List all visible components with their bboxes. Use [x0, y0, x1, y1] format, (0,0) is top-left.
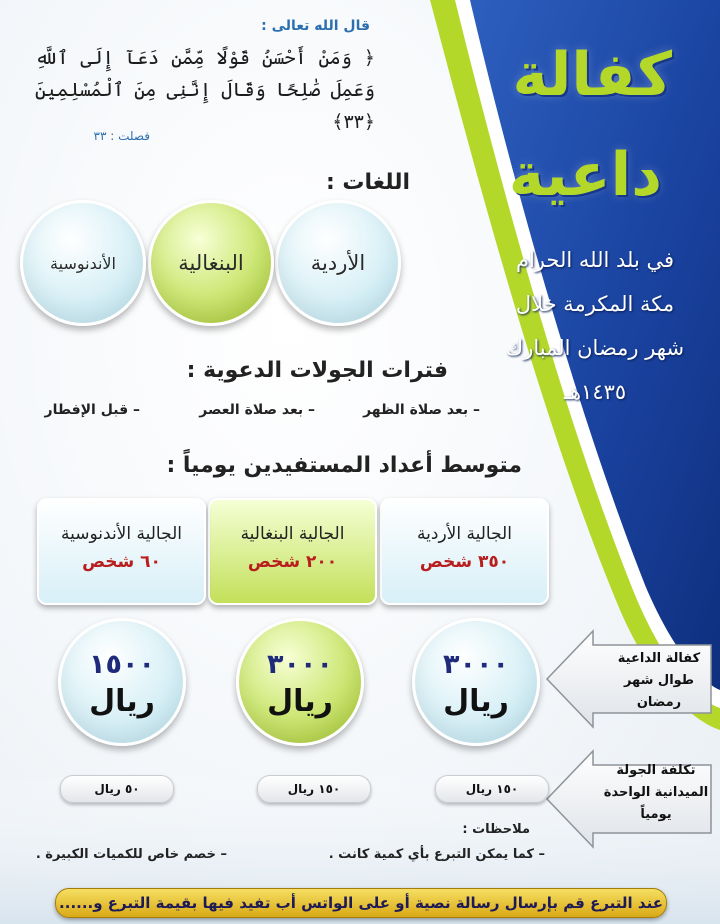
- sponsorship-amount: ٣٠٠٠: [267, 648, 333, 680]
- sponsorship-unit: ريال: [267, 683, 333, 719]
- tour-cost-pill: ١٥٠ ريال: [435, 775, 549, 803]
- beneficiaries-heading: متوسط أعداد المستفيدين يومياً :: [166, 453, 522, 478]
- card-title: الجالية الأندنوسية: [61, 524, 182, 544]
- sponsorship-arrow-label: كفالة الداعية طوال شهر رمضان: [617, 651, 701, 710]
- sponsorship-amount: ١٥٠٠: [89, 648, 155, 680]
- beneficiary-card-indonesian: [37, 498, 206, 605]
- verse-intro: قال الله تعالى :: [261, 18, 370, 34]
- card-value: ٦٠ شخص: [82, 552, 161, 572]
- donation-instructions-banner: عند التبرع قم بإرسال رسالة نصية أو على الواتس أب تفيد فيها بقيمة التبرع و......: [55, 888, 667, 918]
- verse-reference: فصلت : ٣٣: [93, 129, 150, 143]
- tour-cost-pill: ٥٠ ريال: [60, 775, 174, 803]
- title-line-2: داعية: [508, 140, 662, 210]
- card-value: ٣٥٠ شخص: [419, 552, 510, 572]
- tour-cost-arrow-label: تكلفة الجولة الميدانية الواحدة يومياً: [603, 763, 709, 822]
- language-label: البنغالية: [178, 251, 244, 275]
- card-title: الجالية الأردية: [417, 524, 512, 544]
- beneficiary-card-urdu: [380, 498, 549, 605]
- verse-text: ﴿ وَمَنْ أَحْسَنُ قَوْلًا مِّمَّن دَعَآ إِلَى ٱللَّهِ وَعَمِلَ صَٰلِحًا وَقَالَ إِنَّنِى مِنَ ٱلْمُسْلِمِينَ ﴿٣٣﴾: [35, 47, 375, 133]
- subtitle: في بلد الله الحرام مكة المكرمة خلال شهر رمضان المبارك ١٤٣٥هـ: [505, 248, 685, 404]
- card-value: ٢٠٠ شخص: [247, 552, 338, 572]
- tour-cost-pill: ١٥٠ ريال: [257, 775, 371, 803]
- sponsorship-bubble-bengali: [236, 618, 364, 746]
- language-label: الأندنوسية: [50, 253, 116, 273]
- beneficiary-card-bengali: [208, 498, 377, 605]
- sponsorship-unit: ريال: [443, 683, 509, 719]
- notes-heading: ملاحظات :: [462, 822, 530, 837]
- period-item: – بعد صلاة الظهر: [363, 402, 480, 418]
- languages-heading: اللغات :: [325, 170, 410, 195]
- language-bubble-urdu: [275, 200, 401, 326]
- language-bubble-bengali: [148, 200, 274, 326]
- sponsorship-bubble-urdu: [412, 618, 540, 746]
- periods-heading: فترات الجولات الدعوية :: [186, 358, 448, 383]
- language-label: الأردية: [310, 251, 366, 275]
- sponsorship-unit: ريال: [89, 683, 155, 719]
- language-bubble-indonesian: [20, 200, 146, 326]
- note-item: – كما يمكن التبرع بأي كمية كانت .: [328, 847, 545, 862]
- card-title: الجالية البنغالية: [240, 524, 345, 544]
- sponsorship-amount: ٣٠٠٠: [443, 648, 509, 680]
- sponsorship-bubble-indonesian: [58, 618, 186, 746]
- note-item: – خصم خاص للكميات الكبيرة .: [35, 847, 227, 862]
- title-line-1: كفالة: [512, 40, 672, 110]
- period-item: – قبل الإفطار: [44, 402, 140, 418]
- period-item: – بعد صلاة العصر: [199, 402, 315, 418]
